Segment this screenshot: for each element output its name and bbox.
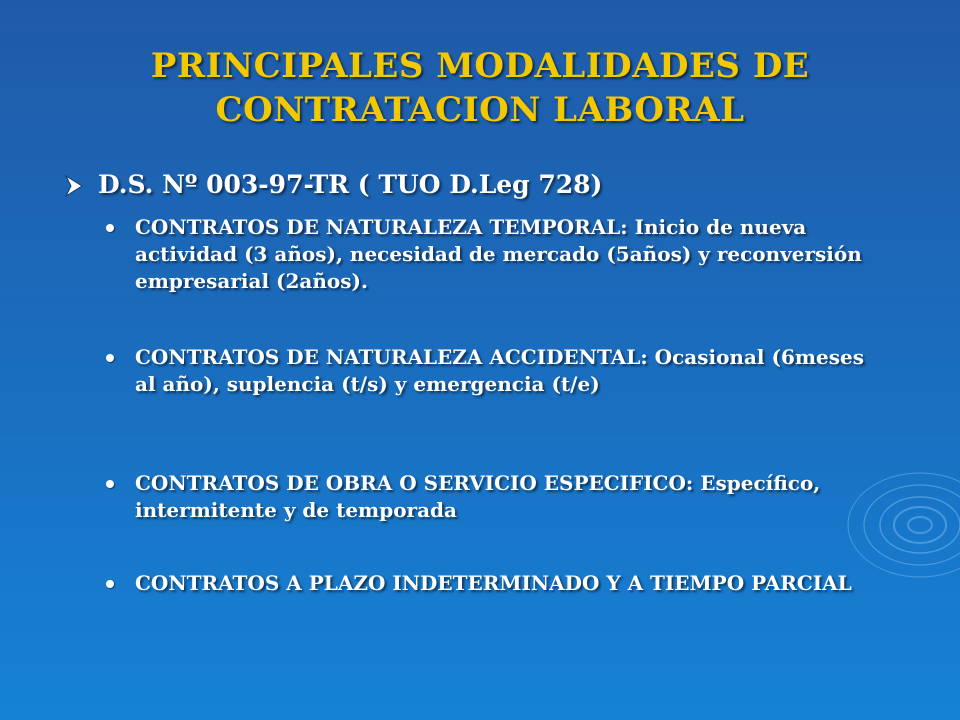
main-bullet-text: D.S. Nº 003-97-TR ( TUO D.Leg 728) [98,170,603,199]
arrow-right-icon [62,174,86,198]
list-item-text: CONTRATOS DE NATURALEZA ACCIDENTAL: Ocasional (6meses al año), suplencia (t/s) y emergencia (t/e) [135,345,864,396]
list-item [100,344,890,398]
list-item-text: CONTRATOS A PLAZO INDETERMINADO Y A TIEMPO PARCIAL [135,571,852,595]
list-item [100,470,890,524]
slide-title [40,44,920,132]
title-line-2: CONTRATACION LABORAL [215,90,745,130]
title-line-1: PRINCIPALES MODALIDADES DE [150,46,810,86]
list-item [100,214,890,295]
list-item [100,570,890,597]
list-item-text: CONTRATOS DE OBRA O SERVICIO ESPECIFICO: Específico, intermitente y de temporada [135,471,821,522]
main-bullet-item [62,170,602,199]
dot-icon [106,224,114,232]
dot-icon [106,480,114,488]
dot-icon [106,580,114,588]
dot-icon [106,354,114,362]
list-item-text: CONTRATOS DE NATURALEZA TEMPORAL: Inicio de nueva actividad (3 años), necesidad de mercado (5años) y reconversión empresarial (2años). [135,215,862,293]
